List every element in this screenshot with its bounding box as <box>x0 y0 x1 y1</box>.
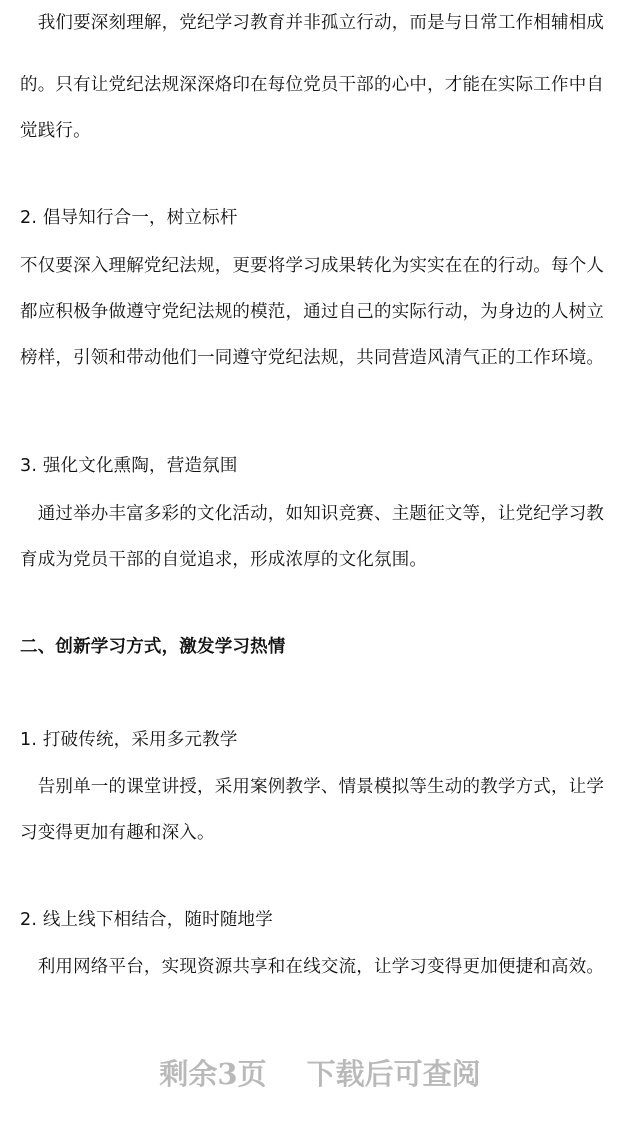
section-heading: 2. 倡导知行合一，树立标杆 <box>20 208 238 228</box>
paragraph-line: 榜样，引领和带动他们一同遵守党纪法规，共同营造风清气正的工作环境。 <box>20 348 605 368</box>
paragraph-line: 通过举办丰富多彩的文化活动，如知识竞赛、主题征文等，让党纪学习教 <box>20 504 605 524</box>
section-heading: 3. 强化文化熏陶，营造氛围 <box>20 456 238 476</box>
download-prompt[interactable] <box>0 1054 640 1094</box>
remaining-pages-text: 剩余3页 <box>159 1057 267 1091</box>
download-to-view-text: 下载后可查阅 <box>306 1057 481 1091</box>
section-heading: 1. 打破传统，采用多元教学 <box>20 730 238 750</box>
section-heading: 2. 线上线下相结合，随时随地学 <box>20 910 273 930</box>
paragraph-line: 我们要深刻理解，党纪学习教育并非孤立行动，而是与日常工作相辅相成 <box>20 13 605 33</box>
paragraph-line: 不仅要深入理解党纪法规，更要将学习成果转化为实实在在的行动。每个人 <box>20 256 605 276</box>
paragraph-line: 习变得更加有趣和深入。 <box>20 823 215 843</box>
paragraph-line: 觉践行。 <box>20 121 91 141</box>
paragraph-line: 都应积极争做遵守党纪法规的模范，通过自己的实际行动，为身边的人树立 <box>20 302 605 322</box>
paragraph-line: 利用网络平台，实现资源共享和在线交流，让学习变得更加便捷和高效。 <box>20 957 605 977</box>
chapter-heading: 二、创新学习方式，激发学习热情 <box>20 637 286 657</box>
paragraph-line: 育成为党员干部的自觉追求，形成浓厚的文化氛围。 <box>20 550 428 570</box>
paragraph-line: 告别单一的课堂讲授，采用案例教学、情景模拟等生动的教学方式，让学 <box>20 777 605 797</box>
paragraph-line: 的。只有让党纪法规深深烙印在每位党员干部的心中，才能在实际工作中自 <box>20 75 605 95</box>
